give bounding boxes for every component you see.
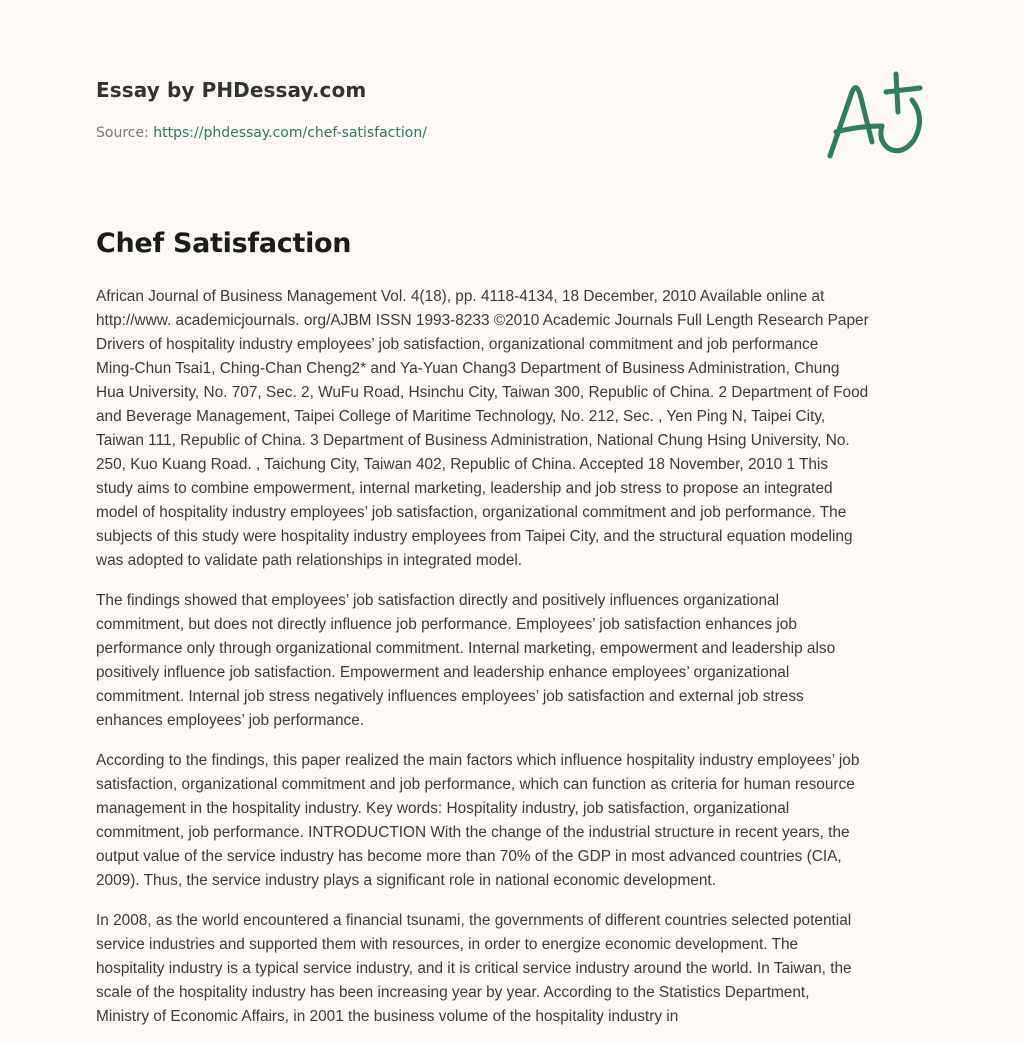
text-line: 2009). Thus, the service industry plays a significant role in national economic development. (96, 872, 716, 889)
text-line: http://www. academicjournals. org/AJBM ISSN 1993-8233 ©2010 Academic Journals Full Length Research Paper (96, 312, 869, 329)
text-line: commitment, job performance. INTRODUCTION With the change of the industrial structure in recent years, the (96, 824, 850, 841)
source-label: Source: (96, 125, 154, 141)
page-title: Chef Satisfaction (96, 228, 352, 259)
text-line: According to the findings, this paper realized the main factors which influence hospitality industry employees’ job (96, 752, 860, 769)
text-line: hospitality industry is a typical service industry, and it is critical service industry around the world. In Taiwan, the (96, 960, 852, 977)
text-line: Hua University, No. 707, Sec. 2, WuFu Road, Hsinchu City, Taiwan 300, Republic of China. 2 Department of Food (96, 384, 869, 401)
a-plus-grade-icon (822, 68, 930, 164)
text-line: was adopted to validate path relationships in integrated model. (96, 552, 523, 569)
text-line: service industries and supported them with resources, in order to energize economic development. The (96, 936, 799, 953)
source-link[interactable]: https://phdessay.com/chef-satisfaction/ (153, 125, 427, 141)
text-line: positively influence job satisfaction. Empowerment and leadership enhance employees’ organizational (96, 664, 790, 681)
text-line: management in the hospitality industry. Key words: Hospitality industry, job satisfaction, organizational (96, 800, 790, 817)
text-line: African Journal of Business Management Vol. 4(18), pp. 4118-4134, 18 December, 2010 Available online at (96, 288, 825, 305)
source-line (96, 123, 427, 143)
text-line: Ministry of Economic Affairs, in 2001 the business volume of the hospitality industry in (96, 1008, 679, 1025)
text-line: Ming-Chun Tsai1, Ching-Chan Cheng2* and Ya-Yuan Chang3 Department of Business Administration, Chung (96, 360, 840, 377)
text-line: subjects of this study were hospitality industry employees from Taipei City, and the structural equation modeling (96, 528, 853, 545)
paragraph-1 (96, 285, 936, 573)
text-line: 250, Kuo Kuang Road. , Taichung City, Taiwan 402, Republic of China. Accepted 18 November, 2010 1 This (96, 456, 829, 473)
article-body (96, 285, 936, 1045)
text-line: study aims to combine empowerment, internal marketing, leadership and job stress to propose an integrated (96, 480, 833, 497)
text-line: Drivers of hospitality industry employees’ job satisfaction, organizational commitment and job performance (96, 336, 819, 353)
paragraph-3 (96, 749, 936, 893)
text-line: output value of the service industry has become more than 70% of the GDP in most advanced countries (CIA, (96, 848, 842, 865)
text-line: Taiwan 111, Republic of China. 3 Department of Business Administration, National Chung Hsing University, No. (96, 432, 850, 449)
text-line: satisfaction, organizational commitment and job performance, which can function as criteria for human resource (96, 776, 855, 793)
text-line: enhances employees’ job performance. (96, 712, 365, 729)
text-line: performance only through organizational commitment. Internal marketing, empowerment and leadership also (96, 640, 836, 657)
text-line: model of hospitality industry employees’ job satisfaction, organizational commitment and job performance. The (96, 504, 847, 521)
text-line: scale of the hospitality industry has been increasing year by year. According to the Statistics Department, (96, 984, 810, 1001)
text-line: commitment. Internal job stress negatively influences employees’ job satisfaction and external job stress (96, 688, 804, 705)
site-title: Essay by PHDessay.com (96, 78, 367, 102)
text-line: and Beverage Management, Taipei College of Maritime Technology, No. 212, Sec. , Yen Ping N, Taipei City, (96, 408, 826, 425)
page-header (96, 76, 928, 141)
paragraph-2 (96, 589, 936, 733)
text-line: The findings showed that employees’ job satisfaction directly and positively influences organizational (96, 592, 779, 609)
text-line: commitment, but does not directly influence job performance. Employees’ job satisfaction enhances job (96, 616, 797, 633)
text-line: In 2008, as the world encountered a financial tsunami, the governments of different countries selected potential (96, 912, 852, 929)
paragraph-4 (96, 909, 936, 1029)
